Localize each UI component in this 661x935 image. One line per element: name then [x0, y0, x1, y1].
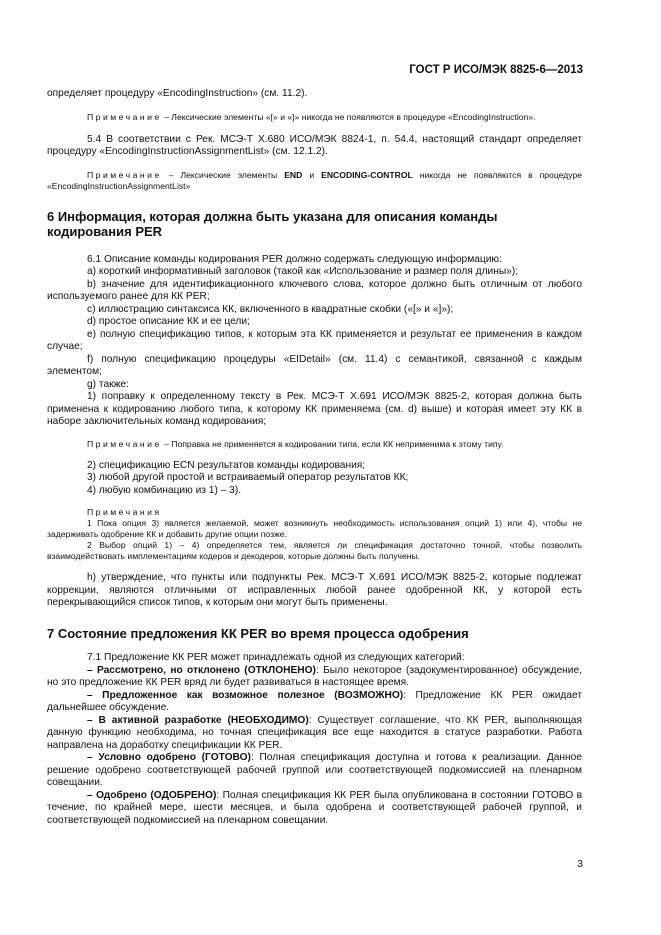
category-item: [47, 690, 582, 715]
keyword: END: [284, 169, 303, 180]
paragraph-7-1: 7.1 Предложение КК PER может принадлежать одной из следующих категорий:: [87, 652, 465, 663]
notes-label: Примечания: [87, 507, 162, 517]
list-item: b) значение для идентификационного ключевого слова, которое должно быть отличным от любого используемого ранее для КК PER;: [47, 278, 582, 302]
list-subitem: 4) любую комбинацию из 1) – 3).: [87, 484, 242, 496]
category-text: : Полная спецификация КК PER была опубликована в состоянии ГОТОВО в течение, по крайней мере, шести месяцев, и была одобрена и соответствующей рабочей группой, и соответствующей подкомиссией на пленарном совещании.: [47, 789, 582, 826]
category-text: : Существует соглашение, что КК PER, выполняющая данную функцию необходима, но точная спецификация все еще находится в статусе разработки. Работа направлена на доработку спецификации КК PER.: [47, 714, 582, 751]
note-text: – Лексические элементы: [161, 169, 285, 180]
list-item: h) утверждение, что пункты или подпункты Рек. МСЭ-Т Х.691 ИСО/МЭК 8825-2, которые подлежат коррекции, являются отличными от исправленных любой ранее одобренной КК, у которой есть перекрывающийся список типов, к которым они могут быть применены.: [47, 572, 582, 608]
note-text: никогда не появляются в процедуре «EncodingInstructionAssignmentList»: [47, 169, 583, 191]
paragraph-6-1: 6.1 Описание команды кодирования PER должно содержать следующую информацию:: [87, 253, 502, 265]
list-item: e) полную спецификацию типов, к которым эта КК применяется и результат ее применения в каждом случае;: [47, 328, 582, 352]
list-subitem: 3) любой другой простой и встраиваемый оператор результатов КК;: [87, 472, 409, 483]
list-subitem: 2) спецификацию ECN результатов команды кодирования;: [87, 459, 366, 471]
list-item: f) полную спецификацию процедуры «EIDetail» (см. 11.4) с семантикой, связанной с каждым элементом;: [47, 353, 582, 377]
list-item: g) также:: [87, 378, 129, 390]
keyword: ENCODING-CONTROL: [321, 169, 413, 180]
section-heading-7: 7 Состояние предложения КК PER во время процесса одобрения: [47, 625, 469, 641]
category-item: [47, 752, 582, 790]
note-item: 2 Выбор опций 1) – 4) определяется тем, является ли спецификация достаточно точной, чтобы позволить взаимодействовать имплементациям кодеров и декодеров, которые должны быть получены.: [47, 540, 582, 561]
page-number: 3: [577, 858, 583, 870]
category-text: : Полная спецификация доступна и готова к реализации. Данное решение одобрено соответствующей рабочей группой или соответствующей подкомиссией на пленарном совещании.: [47, 752, 582, 788]
note: [47, 112, 582, 123]
note-item: 1 Пока опция 3) является желаемой, может возникнуть необходимость использования опций 1) или 4), чтобы не задерживать одобрение КК и добавить другие опции позже.: [47, 518, 582, 539]
document-header: ГОСТ Р ИСО/МЭК 8825-6—2013: [409, 64, 583, 76]
note: [47, 170, 582, 192]
paragraph-5-4: 5.4 В соответствии с Рек. МСЭ-Т Х.680 ИСО/МЭК 8824-1, п. 54.4, настоящий стандарт определяет процедуру «EncodingInstructionAssignmentList» (см. 12.1.2).: [47, 133, 582, 157]
list-item: c) иллюстрацию синтаксиса КК, включенного в квадратные скобки («[» и «]»);: [87, 303, 454, 315]
note-text: и: [302, 169, 322, 180]
list-item: а) короткий информативный заголовок (такой как «Использование и размер поля длины»);: [87, 266, 519, 277]
paragraph: определяет процедуру «EncodingInstruction» (см. 11.2).: [47, 88, 308, 99]
category-title: – Предложенное как возможное полезное (ВОЗМОЖНО): [87, 689, 404, 701]
category-text: : Предложение КК PER ожидает дальнейшее обсуждение.: [47, 689, 582, 713]
category-text: : Было некоторое (задокументированное) обсуждение, но это предложение КК PER вряд ли будет развиваться в настоящее время.: [47, 664, 582, 688]
note-text: – Поправка не применяется в кодировании типа, если КК неприменима к этому типу.: [161, 438, 504, 449]
category-title: – Одобрено (ОДОБРЕНО): [87, 789, 217, 801]
note: [47, 439, 582, 450]
note-label: Примечание: [87, 438, 162, 449]
page-content: [47, 88, 582, 827]
category-title: – В активной разработке (НЕОБХОДИМО): [87, 714, 309, 726]
category-item: [47, 715, 582, 753]
section-heading-6: 6 Информация, которая должна быть указана для описания команды кодирования PER: [47, 208, 498, 239]
note-text: – Лексические элементы «[» и «]» никогда не появляются в процедуре «EncodingInstruction».: [161, 111, 536, 122]
note-label: Примечание: [87, 169, 162, 180]
note-label: Примечание: [87, 111, 162, 122]
category-title: – Рассмотрено, но отклонено (ОТКЛОНЕНО): [87, 664, 316, 676]
list-subitem: 1) поправку к определенному тексту в Рек. МСЭ-Т Х.691 ИСО/МЭК 8825-2, которая должна быть применена к кодированию любого типа, к которому КК применяема (см. d) выше) и которая имеет эту КК в наборе заключительных команд кодирования;: [47, 391, 582, 427]
category-title: – Условно одобрено (ГОТОВО): [87, 752, 251, 763]
category-item: [47, 665, 582, 690]
category-item: [47, 790, 582, 828]
list-item: d) простое описание КК и ее цели;: [87, 316, 250, 327]
